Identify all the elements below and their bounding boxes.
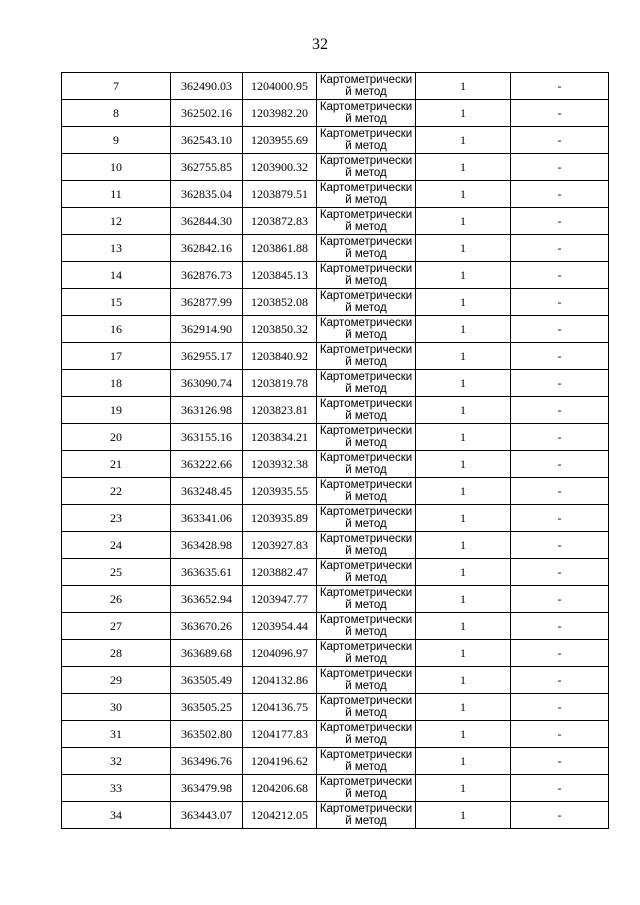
note-cell: -	[511, 100, 609, 127]
y-coordinate-cell: 1203947.77	[243, 586, 317, 613]
table-row	[62, 181, 609, 208]
point-number-cell: 8	[62, 100, 171, 127]
table-row	[62, 802, 609, 829]
accuracy-cell: 1	[416, 451, 511, 478]
accuracy-cell: 1	[416, 73, 511, 100]
x-coordinate-cell: 363635.61	[171, 559, 243, 586]
method-cell: Картометрический метод	[317, 343, 416, 370]
x-coordinate-cell: 363155.16	[171, 424, 243, 451]
y-coordinate-cell: 1203834.21	[243, 424, 317, 451]
table-row	[62, 640, 609, 667]
accuracy-cell: 1	[416, 667, 511, 694]
coordinates-table	[61, 72, 609, 829]
point-number-cell: 23	[62, 505, 171, 532]
x-coordinate-cell: 363428.98	[171, 532, 243, 559]
table-row	[62, 208, 609, 235]
accuracy-cell: 1	[416, 397, 511, 424]
y-coordinate-cell: 1203850.32	[243, 316, 317, 343]
method-cell: Картометрический метод	[317, 181, 416, 208]
y-coordinate-cell: 1203819.78	[243, 370, 317, 397]
note-cell: -	[511, 613, 609, 640]
point-number-cell: 11	[62, 181, 171, 208]
method-cell: Картометрический метод	[317, 73, 416, 100]
point-number-cell: 19	[62, 397, 171, 424]
y-coordinate-cell: 1203852.08	[243, 289, 317, 316]
note-cell: -	[511, 181, 609, 208]
x-coordinate-cell: 362543.10	[171, 127, 243, 154]
note-cell: -	[511, 235, 609, 262]
method-cell: Картометрический метод	[317, 694, 416, 721]
note-cell: -	[511, 154, 609, 181]
y-coordinate-cell: 1203954.44	[243, 613, 317, 640]
method-cell: Картометрический метод	[317, 208, 416, 235]
y-coordinate-cell: 1204212.05	[243, 802, 317, 829]
table-row	[62, 721, 609, 748]
y-coordinate-cell: 1203861.88	[243, 235, 317, 262]
y-coordinate-cell: 1203900.32	[243, 154, 317, 181]
accuracy-cell: 1	[416, 478, 511, 505]
accuracy-cell: 1	[416, 721, 511, 748]
x-coordinate-cell: 362755.85	[171, 154, 243, 181]
y-coordinate-cell: 1203932.38	[243, 451, 317, 478]
table-row	[62, 397, 609, 424]
x-coordinate-cell: 362502.16	[171, 100, 243, 127]
method-cell: Картометрический метод	[317, 235, 416, 262]
x-coordinate-cell: 363505.49	[171, 667, 243, 694]
note-cell: -	[511, 316, 609, 343]
method-cell: Картометрический метод	[317, 532, 416, 559]
point-number-cell: 32	[62, 748, 171, 775]
x-coordinate-cell: 363126.98	[171, 397, 243, 424]
note-cell: -	[511, 775, 609, 802]
x-coordinate-cell: 363090.74	[171, 370, 243, 397]
x-coordinate-cell: 362876.73	[171, 262, 243, 289]
y-coordinate-cell: 1203872.83	[243, 208, 317, 235]
accuracy-cell: 1	[416, 424, 511, 451]
y-coordinate-cell: 1203845.13	[243, 262, 317, 289]
y-coordinate-cell: 1203882.47	[243, 559, 317, 586]
accuracy-cell: 1	[416, 235, 511, 262]
x-coordinate-cell: 362914.90	[171, 316, 243, 343]
y-coordinate-cell: 1204132.86	[243, 667, 317, 694]
point-number-cell: 15	[62, 289, 171, 316]
point-number-cell: 22	[62, 478, 171, 505]
method-cell: Картометрический метод	[317, 424, 416, 451]
table-row	[62, 451, 609, 478]
table-row	[62, 73, 609, 100]
point-number-cell: 28	[62, 640, 171, 667]
x-coordinate-cell: 363222.66	[171, 451, 243, 478]
accuracy-cell: 1	[416, 127, 511, 154]
y-coordinate-cell: 1203935.55	[243, 478, 317, 505]
accuracy-cell: 1	[416, 613, 511, 640]
note-cell: -	[511, 262, 609, 289]
note-cell: -	[511, 748, 609, 775]
note-cell: -	[511, 451, 609, 478]
note-cell: -	[511, 370, 609, 397]
note-cell: -	[511, 694, 609, 721]
table-row	[62, 505, 609, 532]
y-coordinate-cell: 1203840.92	[243, 343, 317, 370]
table-body	[62, 73, 609, 829]
y-coordinate-cell: 1203927.83	[243, 532, 317, 559]
table-row	[62, 343, 609, 370]
x-coordinate-cell: 363496.76	[171, 748, 243, 775]
table-row	[62, 370, 609, 397]
note-cell: -	[511, 532, 609, 559]
point-number-cell: 31	[62, 721, 171, 748]
note-cell: -	[511, 559, 609, 586]
note-cell: -	[511, 397, 609, 424]
x-coordinate-cell: 363502.80	[171, 721, 243, 748]
table-row	[62, 559, 609, 586]
table-row	[62, 532, 609, 559]
note-cell: -	[511, 127, 609, 154]
point-number-cell: 27	[62, 613, 171, 640]
y-coordinate-cell: 1203879.51	[243, 181, 317, 208]
point-number-cell: 12	[62, 208, 171, 235]
x-coordinate-cell: 363443.07	[171, 802, 243, 829]
method-cell: Картометрический метод	[317, 748, 416, 775]
x-coordinate-cell: 362842.16	[171, 235, 243, 262]
point-number-cell: 30	[62, 694, 171, 721]
point-number-cell: 17	[62, 343, 171, 370]
method-cell: Картометрический метод	[317, 559, 416, 586]
table-row	[62, 694, 609, 721]
note-cell: -	[511, 343, 609, 370]
method-cell: Картометрический метод	[317, 100, 416, 127]
point-number-cell: 26	[62, 586, 171, 613]
table-row	[62, 775, 609, 802]
note-cell: -	[511, 505, 609, 532]
point-number-cell: 34	[62, 802, 171, 829]
accuracy-cell: 1	[416, 586, 511, 613]
note-cell: -	[511, 586, 609, 613]
point-number-cell: 10	[62, 154, 171, 181]
y-coordinate-cell: 1204177.83	[243, 721, 317, 748]
table-row	[62, 586, 609, 613]
point-number-cell: 7	[62, 73, 171, 100]
table-row	[62, 100, 609, 127]
accuracy-cell: 1	[416, 802, 511, 829]
point-number-cell: 13	[62, 235, 171, 262]
accuracy-cell: 1	[416, 181, 511, 208]
point-number-cell: 14	[62, 262, 171, 289]
table-row	[62, 262, 609, 289]
accuracy-cell: 1	[416, 505, 511, 532]
accuracy-cell: 1	[416, 316, 511, 343]
accuracy-cell: 1	[416, 208, 511, 235]
accuracy-cell: 1	[416, 289, 511, 316]
accuracy-cell: 1	[416, 694, 511, 721]
table-row	[62, 127, 609, 154]
y-coordinate-cell: 1203935.89	[243, 505, 317, 532]
y-coordinate-cell: 1203982.20	[243, 100, 317, 127]
method-cell: Картометрический метод	[317, 289, 416, 316]
note-cell: -	[511, 208, 609, 235]
point-number-cell: 20	[62, 424, 171, 451]
x-coordinate-cell: 363652.94	[171, 586, 243, 613]
accuracy-cell: 1	[416, 262, 511, 289]
method-cell: Картометрический метод	[317, 505, 416, 532]
note-cell: -	[511, 478, 609, 505]
note-cell: -	[511, 640, 609, 667]
accuracy-cell: 1	[416, 154, 511, 181]
method-cell: Картометрический метод	[317, 802, 416, 829]
method-cell: Картометрический метод	[317, 667, 416, 694]
note-cell: -	[511, 289, 609, 316]
method-cell: Картометрический метод	[317, 370, 416, 397]
y-coordinate-cell: 1203823.81	[243, 397, 317, 424]
page-number: 32	[312, 36, 328, 53]
x-coordinate-cell: 362955.17	[171, 343, 243, 370]
table-row	[62, 667, 609, 694]
method-cell: Картометрический метод	[317, 775, 416, 802]
note-cell: -	[511, 721, 609, 748]
accuracy-cell: 1	[416, 100, 511, 127]
accuracy-cell: 1	[416, 640, 511, 667]
x-coordinate-cell: 362835.04	[171, 181, 243, 208]
note-cell: -	[511, 424, 609, 451]
table-row	[62, 316, 609, 343]
x-coordinate-cell: 362877.99	[171, 289, 243, 316]
point-number-cell: 9	[62, 127, 171, 154]
table-row	[62, 289, 609, 316]
x-coordinate-cell: 363479.98	[171, 775, 243, 802]
accuracy-cell: 1	[416, 775, 511, 802]
accuracy-cell: 1	[416, 370, 511, 397]
point-number-cell: 24	[62, 532, 171, 559]
y-coordinate-cell: 1204096.97	[243, 640, 317, 667]
table-row	[62, 154, 609, 181]
x-coordinate-cell: 363670.26	[171, 613, 243, 640]
method-cell: Картометрический метод	[317, 397, 416, 424]
accuracy-cell: 1	[416, 748, 511, 775]
table-row	[62, 613, 609, 640]
method-cell: Картометрический метод	[317, 451, 416, 478]
x-coordinate-cell: 363505.25	[171, 694, 243, 721]
point-number-cell: 33	[62, 775, 171, 802]
y-coordinate-cell: 1204136.75	[243, 694, 317, 721]
point-number-cell: 29	[62, 667, 171, 694]
table-row	[62, 478, 609, 505]
note-cell: -	[511, 73, 609, 100]
method-cell: Картометрический метод	[317, 586, 416, 613]
point-number-cell: 18	[62, 370, 171, 397]
x-coordinate-cell: 363689.68	[171, 640, 243, 667]
method-cell: Картометрический метод	[317, 154, 416, 181]
accuracy-cell: 1	[416, 343, 511, 370]
y-coordinate-cell: 1204000.95	[243, 73, 317, 100]
x-coordinate-cell: 363341.06	[171, 505, 243, 532]
method-cell: Картометрический метод	[317, 127, 416, 154]
y-coordinate-cell: 1204206.68	[243, 775, 317, 802]
note-cell: -	[511, 802, 609, 829]
method-cell: Картометрический метод	[317, 613, 416, 640]
x-coordinate-cell: 362844.30	[171, 208, 243, 235]
table-row	[62, 424, 609, 451]
method-cell: Картометрический метод	[317, 478, 416, 505]
note-cell: -	[511, 667, 609, 694]
y-coordinate-cell: 1203955.69	[243, 127, 317, 154]
x-coordinate-cell: 363248.45	[171, 478, 243, 505]
method-cell: Картометрический метод	[317, 721, 416, 748]
table-row	[62, 235, 609, 262]
method-cell: Картометрический метод	[317, 262, 416, 289]
accuracy-cell: 1	[416, 532, 511, 559]
accuracy-cell: 1	[416, 559, 511, 586]
point-number-cell: 21	[62, 451, 171, 478]
table-row	[62, 748, 609, 775]
point-number-cell: 25	[62, 559, 171, 586]
point-number-cell: 16	[62, 316, 171, 343]
method-cell: Картометрический метод	[317, 316, 416, 343]
x-coordinate-cell: 362490.03	[171, 73, 243, 100]
y-coordinate-cell: 1204196.62	[243, 748, 317, 775]
method-cell: Картометрический метод	[317, 640, 416, 667]
